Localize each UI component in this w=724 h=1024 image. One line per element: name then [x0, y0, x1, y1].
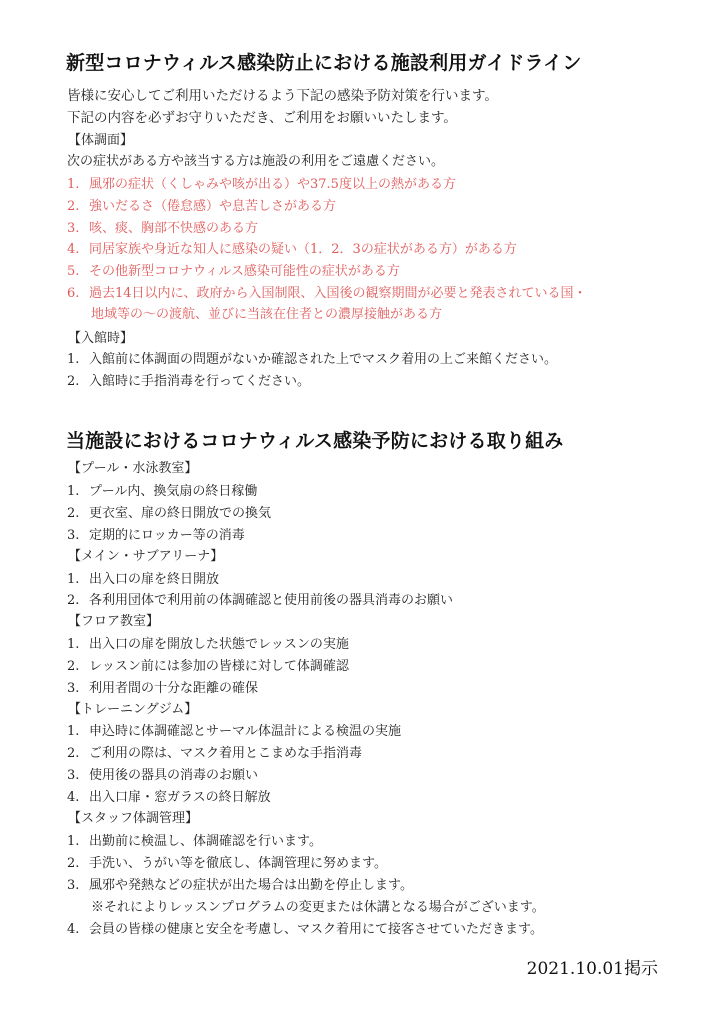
item-number: 3.: [67, 681, 80, 696]
arena-item-1: [67, 572, 219, 588]
item-number: 2.: [67, 593, 80, 608]
item-text: その他新型コロナウィルス感染可能性の症状がある方: [89, 264, 400, 279]
item-number: 1.: [67, 834, 80, 849]
gym-item-2: [67, 746, 362, 762]
item-text: 出入口の扉を終日開放: [89, 572, 220, 587]
item-number: 1.: [67, 572, 80, 587]
item-number: 1.: [67, 352, 80, 367]
item-text: 各利用団体で利用前の体調確認と使用前後の器具消毒のお願い: [89, 593, 454, 608]
item-text: 手洗い、うがい等を徹底し、体調管理に努めます。: [89, 856, 387, 871]
staff-item-2: [67, 856, 387, 872]
entry-item-1: [67, 352, 557, 368]
item-text: レッスン前には参加の皆様に対して体調確認: [89, 659, 349, 674]
floor-item-3: [67, 681, 258, 697]
item-text: 出入口扉・窓ガラスの終日解放: [89, 790, 271, 805]
health-item-5: [67, 264, 400, 280]
pool-item-2: [67, 506, 271, 522]
item-text: 過去14日以内に、政府から入国制限、入国後の観察期間が必要と発表されている国・: [89, 286, 587, 301]
floor-item-1: [67, 637, 349, 653]
item-number: 1.: [67, 637, 80, 652]
item-text: プール内、換気扇の終日稼働: [89, 484, 258, 499]
gym-item-3: [67, 768, 258, 784]
intro-line-2: 下記の内容を必ずお守りいただき、ご利用をお願いいたします。: [67, 110, 457, 126]
item-text: 入館時に手指消毒を行ってください。: [89, 374, 311, 389]
pool-heading: 【プール・水泳教室】: [68, 461, 198, 476]
item-number: 5.: [67, 264, 80, 279]
measures-title: 当施設におけるコロナウィルス感染予防における取り組み: [66, 430, 564, 452]
item-text: 会員の皆様の健康と安全を考慮し、マスク着用にて接客させていただきます。: [89, 922, 543, 937]
item-text: 更衣室、扉の終日開放での換気: [89, 506, 272, 521]
staff-item-4: [67, 922, 543, 938]
staff-heading: 【スタッフ体調管理】: [68, 811, 199, 826]
item-number: 2.: [67, 199, 80, 214]
entry-heading: 【入館時】: [68, 331, 134, 346]
item-number: 2.: [67, 506, 80, 521]
item-number: 2.: [67, 856, 80, 871]
entry-item-2: [67, 374, 310, 390]
item-number: 3.: [67, 221, 80, 236]
item-number: 3.: [67, 878, 80, 893]
health-item-1: [67, 177, 456, 193]
item-number: 1.: [67, 484, 80, 499]
item-number: 2.: [67, 659, 80, 674]
floor-item-2: [67, 659, 349, 675]
posting-date: 2021.10.01掲示: [526, 959, 658, 979]
item-text: 同居家族や身近な知人に感染の疑い（1．2．3の症状がある方）がある方: [89, 242, 517, 257]
item-text: 出勤前に検温し、体調確認を行います。: [89, 834, 322, 849]
item-number: 4.: [67, 922, 80, 937]
item-number: 1.: [67, 177, 80, 192]
item-number: 4.: [67, 242, 80, 257]
item-number: 3.: [67, 768, 80, 783]
item-number: 2.: [67, 374, 80, 389]
item-text: 強いだるさ（倦怠感）や息苦しさがある方: [89, 199, 337, 214]
item-text: ご利用の際は、マスク着用とこまめな手指消毒: [89, 746, 363, 761]
item-text: 申込時に体調確認とサーマル体温計による検温の実施: [89, 724, 402, 739]
health-heading: 【体調面】: [68, 133, 134, 148]
item-text: 利用者間の十分な距離の確保: [89, 681, 259, 696]
health-item-2: [67, 199, 336, 215]
item-text: 入館前に体調面の問題がないか確認された上でマスク着用の上ご来館ください。: [89, 352, 558, 367]
arena-heading: 【メイン・サブアリーナ】: [68, 549, 224, 564]
health-item-6-continued: 地域等の～の渡航、並びに当該在住者との濃厚接触がある方: [91, 307, 443, 322]
item-number: 3.: [67, 528, 80, 543]
intro-line-1: 皆様に安心してご利用いただけるよう下記の感染予防対策を行います。: [67, 88, 498, 104]
pool-item-1: [67, 484, 257, 500]
health-item-4: [67, 242, 517, 258]
item-number: 1.: [67, 724, 80, 739]
item-text: 咳、痰、胸部不快感のある方: [89, 221, 259, 236]
gym-item-4: [67, 790, 271, 806]
item-text: 定期的にロッカー等の消毒: [89, 528, 245, 543]
item-number: 4.: [67, 790, 80, 805]
item-number: 2.: [67, 746, 80, 761]
item-text: 出入口の扉を開放した状態でレッスンの実施: [89, 637, 349, 652]
health-lead: 次の症状がある方や該当する方は施設の利用をご遠慮ください。: [67, 154, 445, 169]
item-text: 使用後の器具の消毒のお願い: [89, 768, 259, 783]
gym-heading: 【トレーニングジム】: [68, 702, 198, 717]
item-number: 6.: [67, 286, 80, 301]
item-text: 風邪や発熱などの症状が出た場合は出勤を停止します。: [89, 878, 413, 893]
item-text: 風邪の症状（くしゃみや咳が出る）や37.5度以上の熱がある方: [89, 177, 456, 192]
pool-item-3: [67, 528, 245, 544]
staff-item-1: [67, 834, 322, 850]
staff-item-3: [67, 878, 413, 894]
health-item-6: [67, 286, 587, 302]
staff-note: ※それによりレッスンプログラムの変更または休講となる場合がございます。: [91, 900, 545, 915]
floor-heading: 【フロア教室】: [68, 614, 160, 629]
arena-item-2: [67, 593, 453, 609]
guideline-title: 新型コロナウィルス感染防止における施設利用ガイドライン: [66, 52, 582, 74]
health-item-3: [67, 221, 258, 237]
gym-item-1: [67, 724, 401, 740]
